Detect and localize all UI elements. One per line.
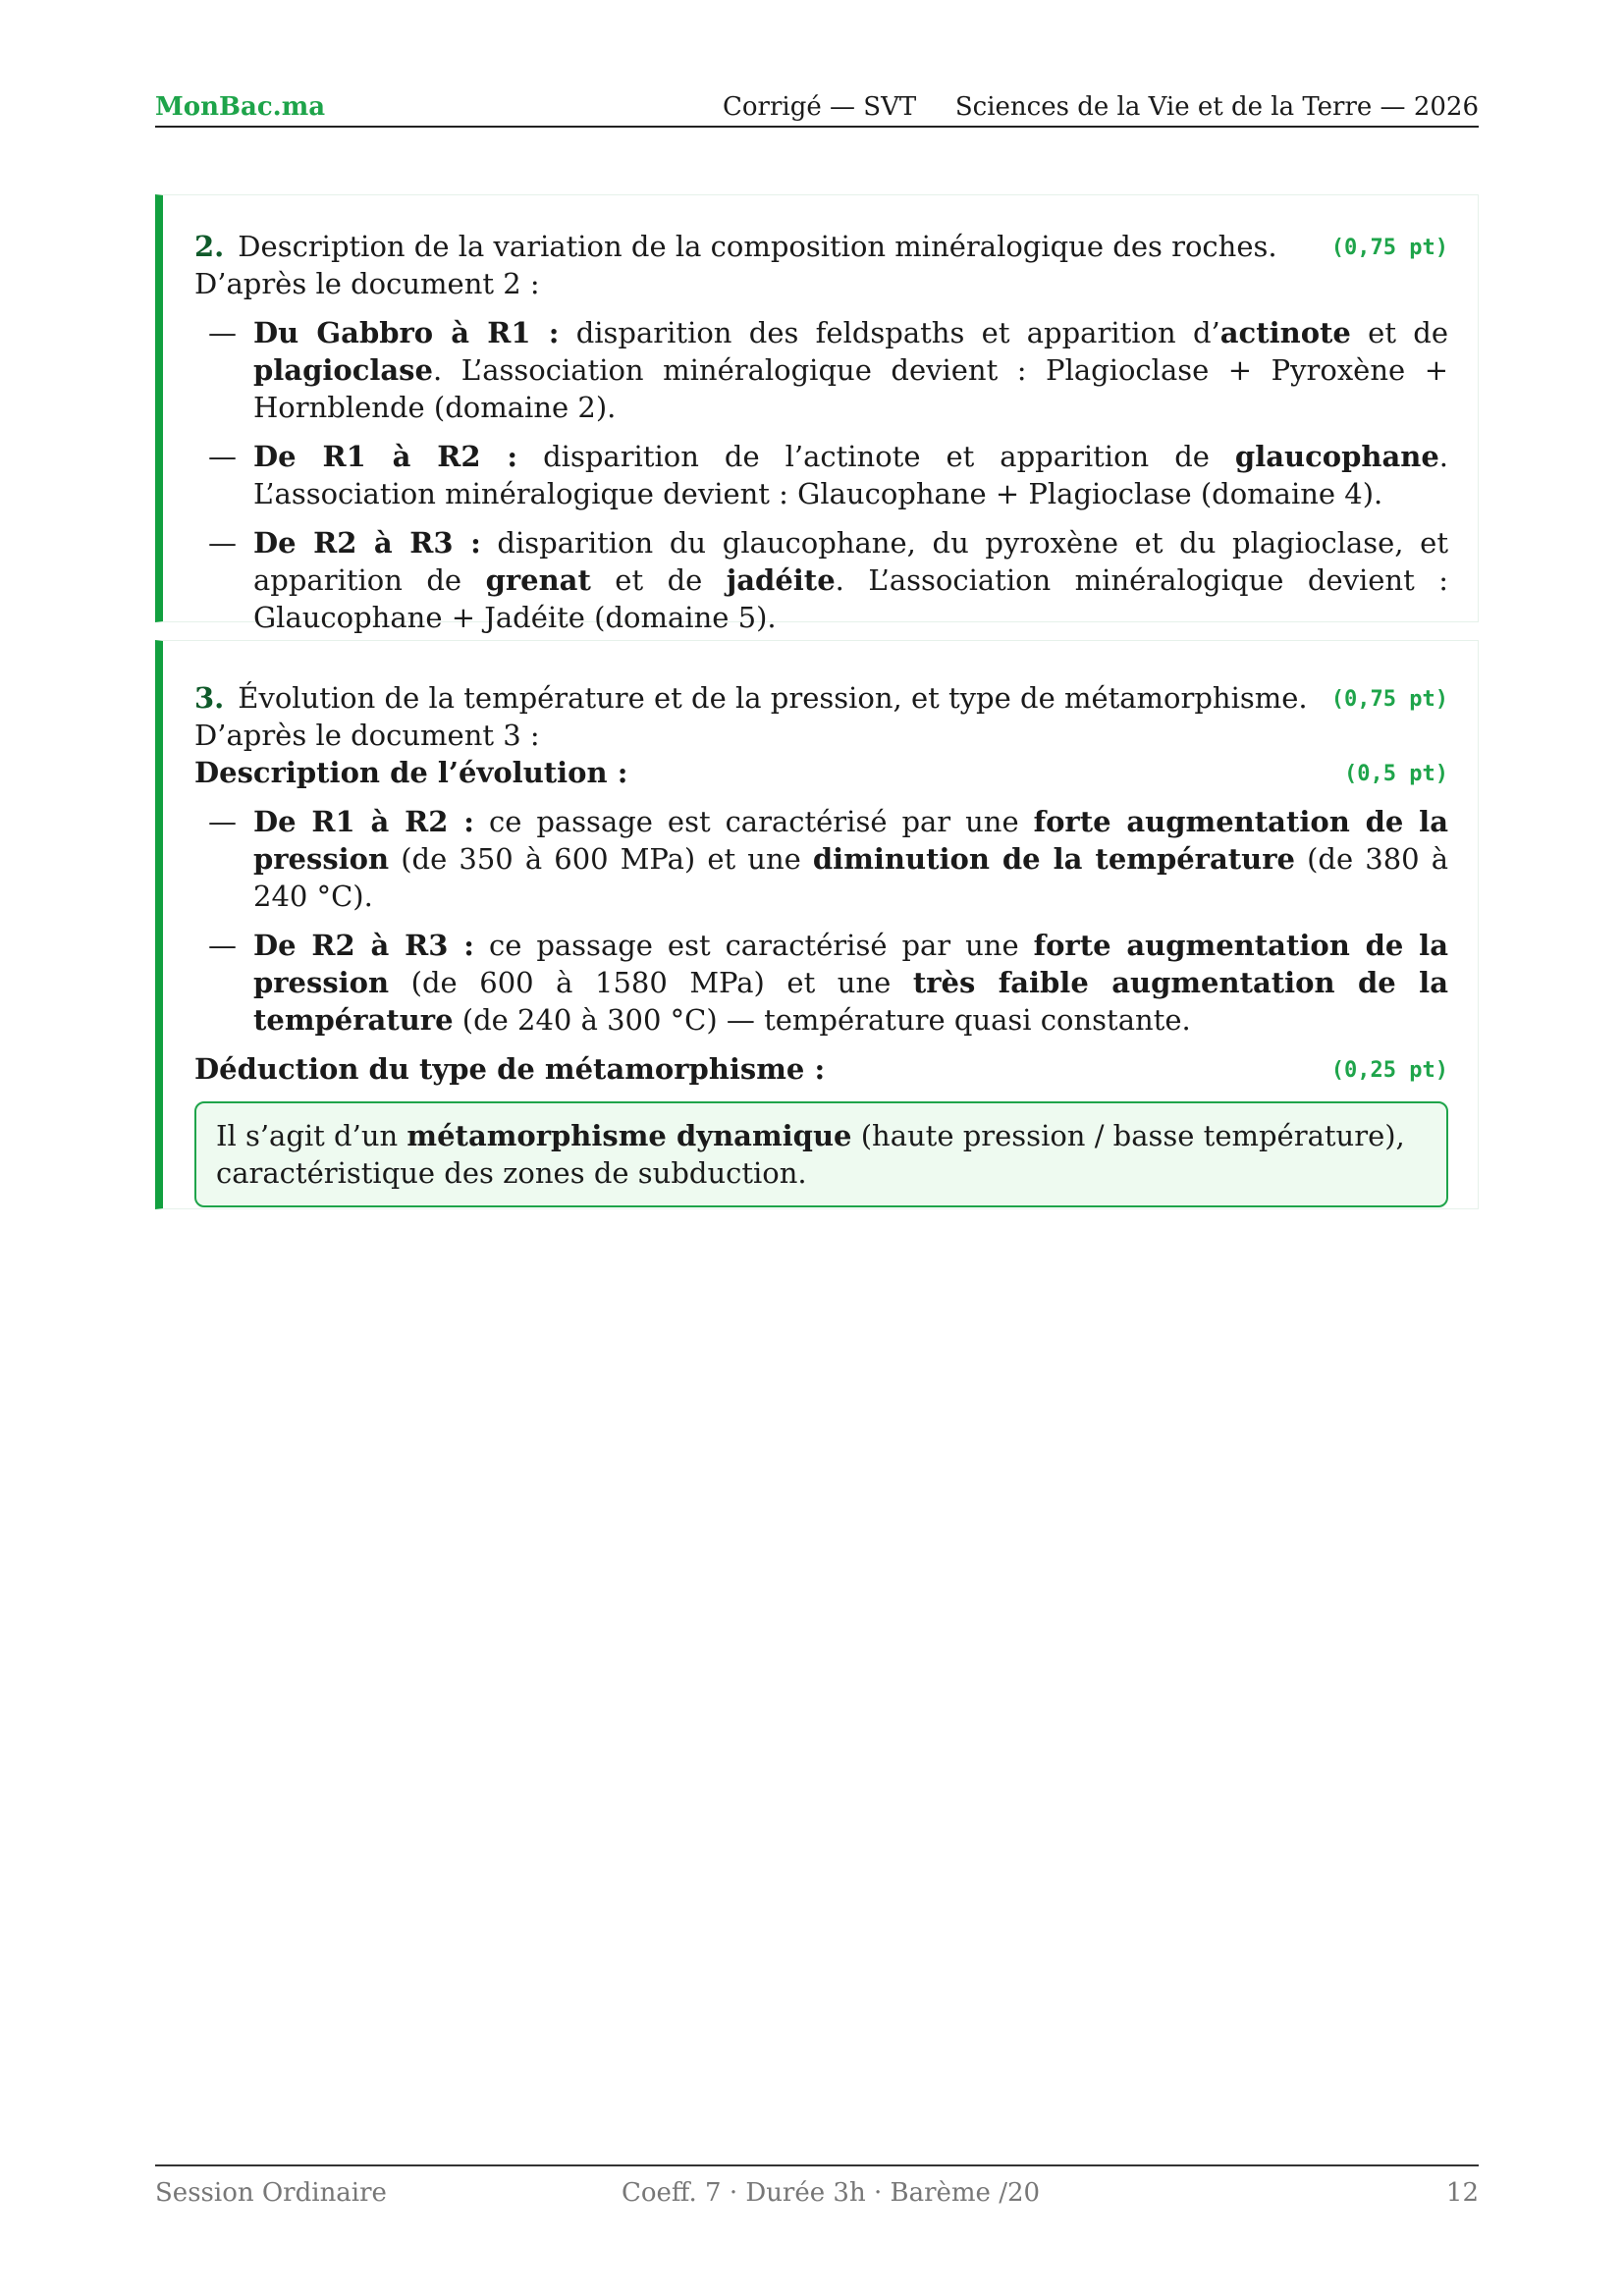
- list-item: [194, 927, 1448, 1039]
- item-text: ce passage est caractérisé par une: [474, 929, 1034, 962]
- item-label: De R1 à R2 :: [253, 805, 474, 838]
- item-text: . L’association minéralogique devient : Plagioclase + Pyroxène + Hornblende (domaine 2).: [253, 353, 1448, 424]
- item-text: . L’association minéralogique devient : Glaucophane + Jadéite (domaine 5).: [253, 563, 1448, 634]
- footer-info: Coeff. 7 · Durée 3h · Barème /20: [622, 2178, 1041, 2208]
- conclusion-text: Il s’agit d’un: [216, 1119, 407, 1152]
- question-2-intro: D’après le document 2 :: [194, 267, 540, 300]
- question-2-number: 2.: [194, 230, 225, 263]
- conclusion-box: [194, 1101, 1448, 1207]
- item-text: (de 380 à 240 °C).: [253, 842, 1448, 913]
- item-label: De R1 à R2 :: [253, 440, 518, 473]
- dash-bullet: —: [208, 526, 237, 560]
- question-2-list: [194, 314, 1448, 636]
- item-text: ce passage est caractérisé par une: [474, 805, 1034, 838]
- item-bold: glaucophane: [1234, 440, 1439, 473]
- description-points: (0,5 pt): [1344, 762, 1448, 786]
- deduction-heading: [194, 1050, 1448, 1088]
- header-title: Sciences de la Vie et de la Terre — 2026: [954, 92, 1479, 122]
- item-bold: jadéite: [726, 563, 836, 597]
- deduction-points: (0,25 pt): [1330, 1058, 1448, 1083]
- question-3-heading: [194, 679, 1448, 717]
- item-bold: actinote: [1219, 316, 1351, 349]
- item-text: et de: [590, 563, 727, 597]
- question-3-title: Évolution de la température et de la pression, et type de métamorphisme.: [238, 681, 1308, 715]
- page-header: [155, 92, 1479, 128]
- item-text: (de 600 à 1580 MPa) et une: [389, 966, 913, 999]
- list-item: [194, 524, 1448, 636]
- item-bold: plagioclase: [253, 353, 433, 387]
- item-text: disparition des feldspaths et apparition d’: [559, 316, 1220, 349]
- list-item: [194, 314, 1448, 426]
- list-item: [194, 438, 1448, 512]
- item-bold: très faible augmentation de la température: [253, 966, 1448, 1037]
- conclusion-bold: métamorphisme dynamique: [406, 1119, 852, 1152]
- header-subject: Corrigé — SVT: [723, 92, 917, 122]
- list-item: [194, 803, 1448, 915]
- question-2-title: Description de la variation de la composition minéralogique des roches.: [238, 230, 1277, 263]
- dash-bullet: —: [208, 316, 237, 349]
- item-label: Du Gabbro à R1 :: [253, 316, 560, 349]
- description-title: Description de l’évolution :: [194, 756, 628, 789]
- dash-bullet: —: [208, 440, 237, 473]
- description-heading: [194, 754, 1448, 791]
- conclusion-text: (haute pression / basse température), caractéristique des zones de subduction.: [216, 1119, 1405, 1190]
- dash-bullet: —: [208, 805, 237, 838]
- item-bold: forte augmentation de la pression: [253, 805, 1448, 876]
- dash-bullet: —: [208, 929, 237, 962]
- brand-logo-text: MonBac.ma: [155, 92, 326, 122]
- item-text: disparition de l’actinote et apparition de: [517, 440, 1235, 473]
- item-text: . L’association minéralogique devient : Glaucophane + Plagioclase (domaine 4).: [253, 440, 1448, 510]
- question-3-points: (0,75 pt): [1330, 687, 1448, 712]
- footer-session: Session Ordinaire: [155, 2178, 387, 2208]
- item-text: disparition du glaucophane, du pyroxène et du plagioclase, et apparition de: [253, 526, 1448, 597]
- item-text: (de 240 à 300 °C) — température quasi constante.: [453, 1003, 1191, 1037]
- item-text: (de 350 à 600 MPa) et une: [389, 842, 813, 876]
- page-number: 12: [1445, 2178, 1479, 2208]
- deduction-title: Déduction du type de métamorphisme :: [194, 1052, 826, 1086]
- item-bold: grenat: [485, 563, 591, 597]
- item-label: De R2 à R3 :: [253, 929, 474, 962]
- question-3-intro: D’après le document 3 :: [194, 719, 540, 752]
- question-3-list: [194, 803, 1448, 1039]
- item-bold: forte augmentation de la pression: [253, 929, 1448, 999]
- item-bold: diminution de la température: [812, 842, 1295, 876]
- question-3-box: [155, 640, 1479, 1209]
- item-label: De R2 à R3 :: [253, 526, 481, 560]
- page-footer: [155, 2164, 1479, 2208]
- question-2-box: [155, 194, 1479, 634]
- question-3-number: 3.: [194, 681, 225, 715]
- question-2-heading: [194, 228, 1448, 265]
- item-text: et de: [1350, 316, 1449, 349]
- question-2-points: (0,75 pt): [1330, 236, 1448, 260]
